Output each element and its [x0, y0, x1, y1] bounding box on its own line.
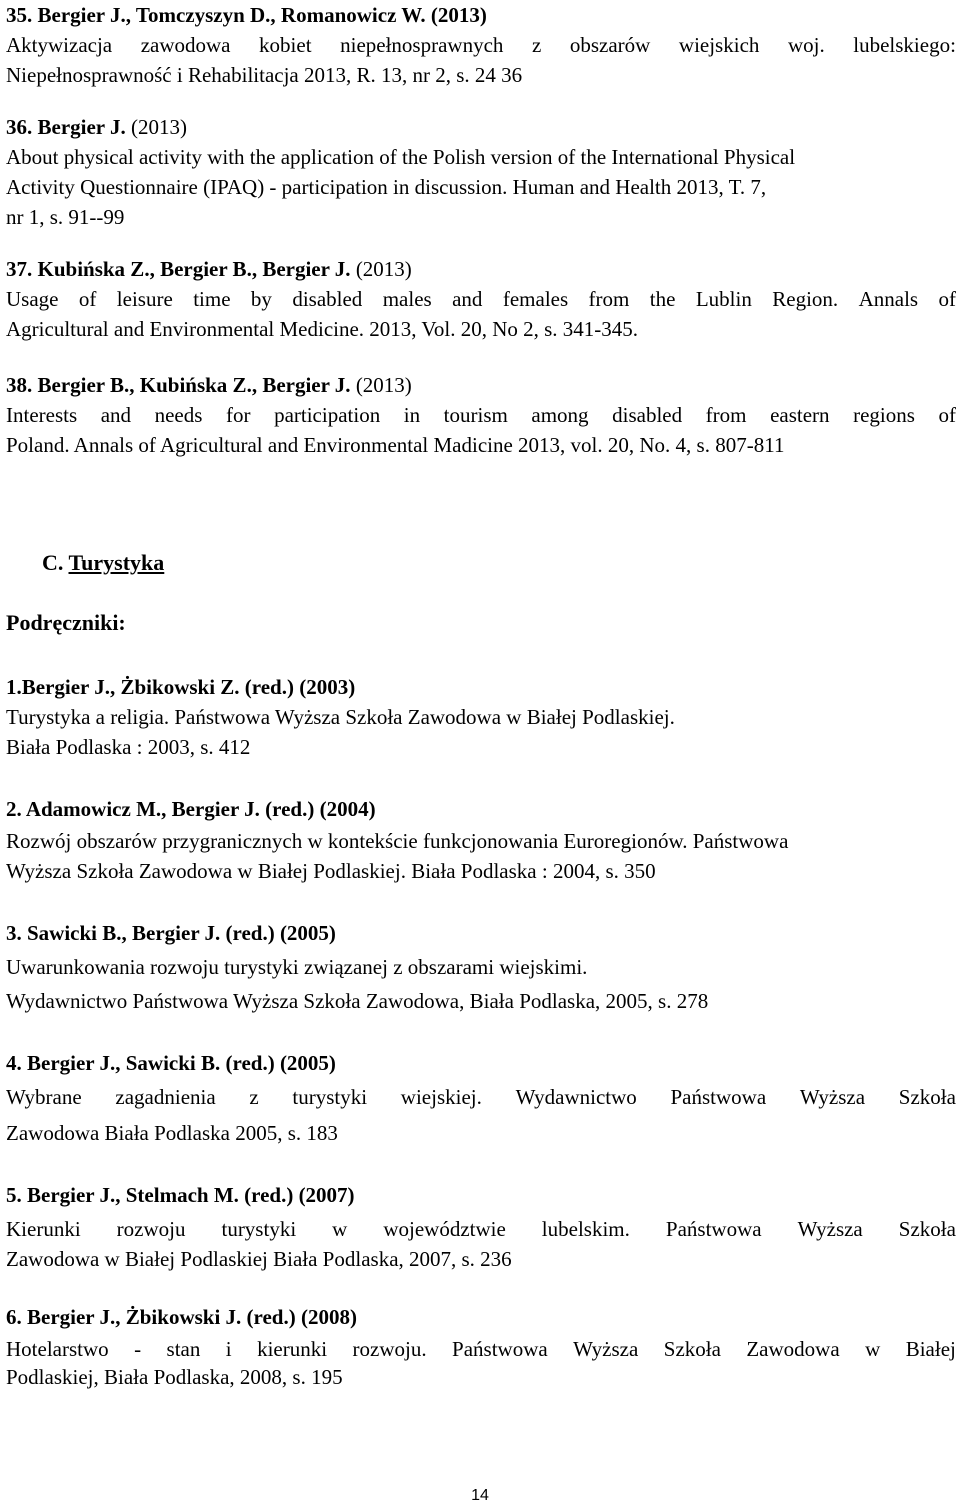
word: for [226, 403, 251, 427]
word: time [193, 287, 231, 311]
word: lubelskiego: [853, 33, 956, 57]
word: stan [166, 1337, 201, 1361]
word: Wyższa [573, 1337, 639, 1361]
word: rozwoju [116, 1217, 186, 1241]
word: of [938, 403, 956, 427]
book-2-line-1: Rozwój obszarów przygranicznych w kontekście funkcjonowania Euroregionów. Państwowa [6, 829, 789, 853]
book-6-line-1 [6, 1334, 956, 1364]
book-2-line-2: Wyższa Szkoła Zawodowa w Białej Podlaskiej. Biała Podlaska : 2004, s. 350 [6, 859, 656, 883]
entry-36-line-2: Activity Questionnaire (IPAQ) - participation in discussion. Human and Health 2013, T. 7, [6, 175, 767, 199]
word: Wybrane [6, 1085, 82, 1109]
word: disabled [292, 287, 363, 311]
word: rozwoju. [352, 1337, 427, 1361]
book-2-heading [6, 794, 956, 824]
entry-36-heading [6, 112, 956, 142]
word: kierunki [257, 1337, 328, 1361]
word: niepełnosprawnych [340, 33, 504, 57]
book-1-heading [6, 672, 956, 702]
word: and [452, 287, 483, 311]
word: kobiet [259, 33, 312, 57]
entry-37-line-1 [6, 284, 956, 314]
word: wiejskich [678, 33, 760, 57]
entry-35-line-1 [6, 30, 956, 60]
subsection-heading: Podręczniki: [6, 610, 126, 635]
book-2-authors: 2. Adamowicz M., Bergier J. (red.) [6, 797, 315, 821]
word: and [100, 403, 132, 427]
word: turystyki [221, 1217, 297, 1241]
book-1-authors: 1.Bergier J., Żbikowski Z. (red.) [6, 675, 294, 699]
word: Interests [6, 403, 78, 427]
entry-38-line-2: Poland. Annals of Agricultural and Environmental Madicine 2013, vol. 20, No. 4, s. 807-811 [6, 433, 785, 457]
entry-35-line-2: Niepełnosprawność i Rehabilitacja 2013, R. 13, nr 2, s. 24 36 [6, 63, 523, 87]
word: in [403, 403, 421, 427]
book-3-heading: 3. Sawicki B., Bergier J. (red.) (2005) [6, 921, 336, 945]
word: from [705, 403, 747, 427]
page-number: 14 [471, 1487, 489, 1504]
book-4-line-2: Zawodowa Biała Podlaska 2005, s. 183 [6, 1121, 338, 1145]
word: eastern [770, 403, 830, 427]
book-1-line-1: Turystyka a religia. Państwowa Wyższa Szkoła Zawodowa w Białej Podlaskiej. [6, 705, 675, 729]
word: Kierunki [6, 1217, 81, 1241]
word: Aktywizacja [6, 33, 113, 57]
word: obszarów [569, 33, 651, 57]
entry-36-line-1: About physical activity with the application of the Polish version of the International Physical [6, 145, 796, 169]
entry-36-authors: 36. Bergier J. [6, 115, 126, 139]
section-title: Turystyka [68, 550, 165, 575]
word: the [649, 287, 676, 311]
book-4-line-1 [6, 1082, 956, 1112]
word: Wyższa [799, 1085, 866, 1109]
word: Wyższa [797, 1217, 863, 1241]
word: of [938, 287, 956, 311]
word: among [531, 403, 589, 427]
section-heading [42, 548, 956, 578]
entry-37-authors: 37. Kubińska Z., Bergier B., Bergier J. [6, 257, 351, 281]
word: Wydawnictwo [515, 1085, 637, 1109]
book-1-line-2: Biała Podlaska : 2003, s. 412 [6, 735, 251, 759]
entry-36-line-3: nr 1, s. 91--99 [6, 205, 125, 229]
word: zawodowa [140, 33, 231, 57]
word: województwie [383, 1217, 506, 1241]
entry-36-year: (2013) [125, 115, 187, 139]
word: Państwowa [452, 1337, 548, 1361]
entry-35-heading: 35. Bergier J., Tomczyszyn D., Romanowicz W. (2013) [6, 3, 487, 27]
book-6-line-2: Podlaskiej, Biała Podlaska, 2008, s. 195 [6, 1365, 343, 1389]
word: Państwowa [665, 1217, 762, 1241]
word: Usage [6, 287, 59, 311]
word: i [225, 1337, 232, 1361]
entry-37-line-2: Agricultural and Environmental Medicine. 2013, Vol. 20, No 2, s. 341-345. [6, 317, 639, 341]
book-3-line-1: Uwarunkowania rozwoju turystyki związanej z obszarami wiejskimi. [6, 955, 588, 979]
entry-38-year: (2013) [350, 373, 412, 397]
word: regions [853, 403, 915, 427]
word: by [250, 287, 272, 311]
word: participation [274, 403, 381, 427]
word: Szkoła [898, 1217, 956, 1241]
word: z [531, 33, 542, 57]
word: w [865, 1337, 881, 1361]
entry-38-authors: 38. Bergier B., Kubińska Z., Bergier J. [6, 373, 351, 397]
entry-38-line-1 [6, 400, 956, 430]
word: Lublin [695, 287, 752, 311]
book-5-line-2: Zawodowa w Białej Podlaskiej Biała Podlaska, 2007, s. 236 [6, 1247, 512, 1271]
book-5-line-1 [6, 1214, 956, 1244]
book-2-year: (2004) [314, 797, 376, 821]
word: Hotelarstwo [6, 1337, 109, 1361]
word: zagadnienia [115, 1085, 216, 1109]
book-1-year: (2003) [293, 675, 356, 699]
section-prefix: C. [42, 550, 69, 575]
word: females [502, 287, 569, 311]
word: w [332, 1217, 348, 1241]
entry-37-heading [6, 254, 956, 284]
word: tourism [443, 403, 508, 427]
entry-37-year: (2013) [350, 257, 412, 281]
word: of [78, 287, 97, 311]
word: Szkoła [898, 1085, 956, 1109]
word: males [382, 287, 432, 311]
entry-38-heading [6, 370, 956, 400]
book-3-line-2: Wydawnictwo Państwowa Wyższa Szkoła Zawodowa, Biała Podlaska, 2005, s. 278 [6, 989, 709, 1013]
book-5-heading: 5. Bergier J., Stelmach M. (red.) (2007) [6, 1183, 355, 1207]
word: needs [154, 403, 203, 427]
word: z [249, 1085, 259, 1109]
word: turystyki [292, 1085, 368, 1109]
book-6-heading: 6. Bergier J., Żbikowski J. (red.) (2008) [6, 1305, 357, 1329]
word: lubelskim. [541, 1217, 630, 1241]
word: Zawodowa [746, 1337, 840, 1361]
word: from [588, 287, 630, 311]
word: wiejskiej. [400, 1085, 482, 1109]
word: Białej [905, 1337, 956, 1361]
word: Region. [772, 287, 839, 311]
word: Szkoła [663, 1337, 721, 1361]
word: Annals [858, 287, 919, 311]
word: - [134, 1337, 142, 1361]
word: woj. [787, 33, 825, 57]
word: Państwowa [670, 1085, 767, 1109]
book-4-heading: 4. Bergier J., Sawicki B. (red.) (2005) [6, 1051, 336, 1075]
word: disabled [612, 403, 683, 427]
word: leisure [116, 287, 173, 311]
